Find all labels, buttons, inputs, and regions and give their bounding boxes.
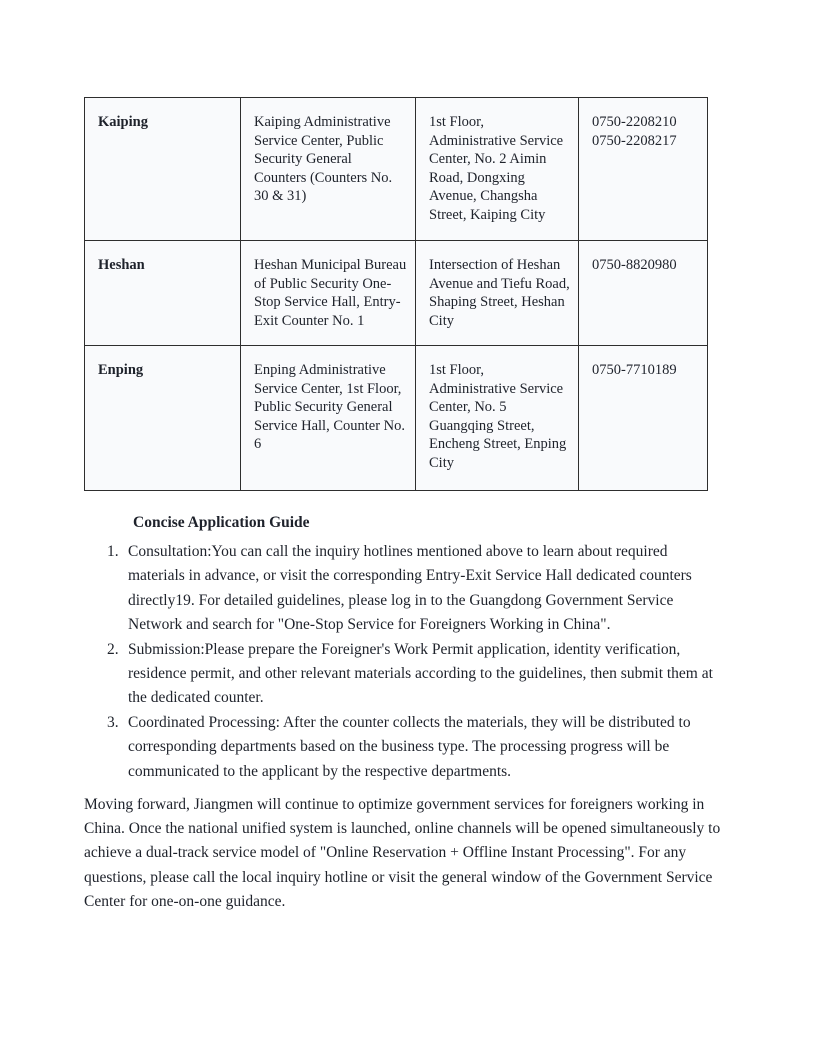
list-item-number: 3. <box>107 713 119 731</box>
list-item-text: Consultation:You can call the inquiry hotlines mentioned above to learn about required materials in advance, or visit the corresponding Entry-Exit Service Hall dedicated counters directly19. For detailed guidelines, please log in to the Guangdong Government Service Network and search for "One-Stop Service for Foreigners Working in China". <box>128 543 692 634</box>
phone-number: 0750-2208217 <box>592 132 677 149</box>
phone-cell <box>579 346 708 491</box>
service-centers-table <box>84 97 708 491</box>
phone-number: 0750-2208210 <box>592 114 677 130</box>
list-item <box>84 540 724 638</box>
city-cell: Heshan <box>85 241 241 346</box>
list-item <box>84 638 724 711</box>
phone-cell <box>579 241 708 346</box>
office-cell: Enping Administrative Service Center, 1st Floor, Public Security General Service Hall, Counter No. 6 <box>241 346 416 491</box>
list-item-number: 2. <box>107 640 119 658</box>
list-item-text: Submission:Please prepare the Foreigner's Work Permit application, identity verification, residence permit, and other relevant materials according to the guidelines, then submit them at the dedicated counter. <box>128 640 713 707</box>
guide-heading: Concise Application Guide <box>133 514 310 531</box>
guide-list <box>84 540 724 784</box>
city-cell: Enping <box>85 346 241 491</box>
table-row <box>85 98 708 241</box>
list-item-number: 1. <box>107 543 119 560</box>
phone-number: 0750-7710189 <box>592 362 677 378</box>
address-cell: Intersection of Heshan Avenue and Tiefu Road, Shaping Street, Heshan City <box>416 241 579 346</box>
office-cell: Kaiping Administrative Service Center, Public Security General Counters (Counters No. 30 & 31) <box>241 98 416 241</box>
address-cell: 1st Floor, Administrative Service Center, No. 5 Guangqing Street, Encheng Street, Enping City <box>416 346 579 491</box>
table-row <box>85 241 708 346</box>
city-cell: Kaiping <box>85 98 241 241</box>
phone-cell <box>579 98 708 241</box>
phone-number: 0750-8820980 <box>592 257 677 273</box>
page-content <box>84 97 736 914</box>
table-row <box>85 346 708 491</box>
office-cell: Heshan Municipal Bureau of Public Security One-Stop Service Hall, Entry-Exit Counter No. 1 <box>241 241 416 346</box>
list-item-text: Coordinated Processing: After the counter collects the materials, they will be distributed to corresponding departments based on the business type. The processing progress will be communicated to the applicant by the respective departments. <box>128 713 691 780</box>
closing-paragraph: Moving forward, Jiangmen will continue to optimize government services for foreigners working in China. Once the national unified system is launched, online channels will be opened simultaneously to achieve a dual-track service model of "Online Reservation + Offline Instant Processing". For any questions, please call the local inquiry hotline or visit the general window of the Government Service Center for one-on-one guidance. <box>84 796 721 910</box>
list-item <box>84 711 724 784</box>
address-cell: 1st Floor, Administrative Service Center, No. 2 Aimin Road, Dongxing Avenue, Changsha Street, Kaiping City <box>416 98 579 241</box>
